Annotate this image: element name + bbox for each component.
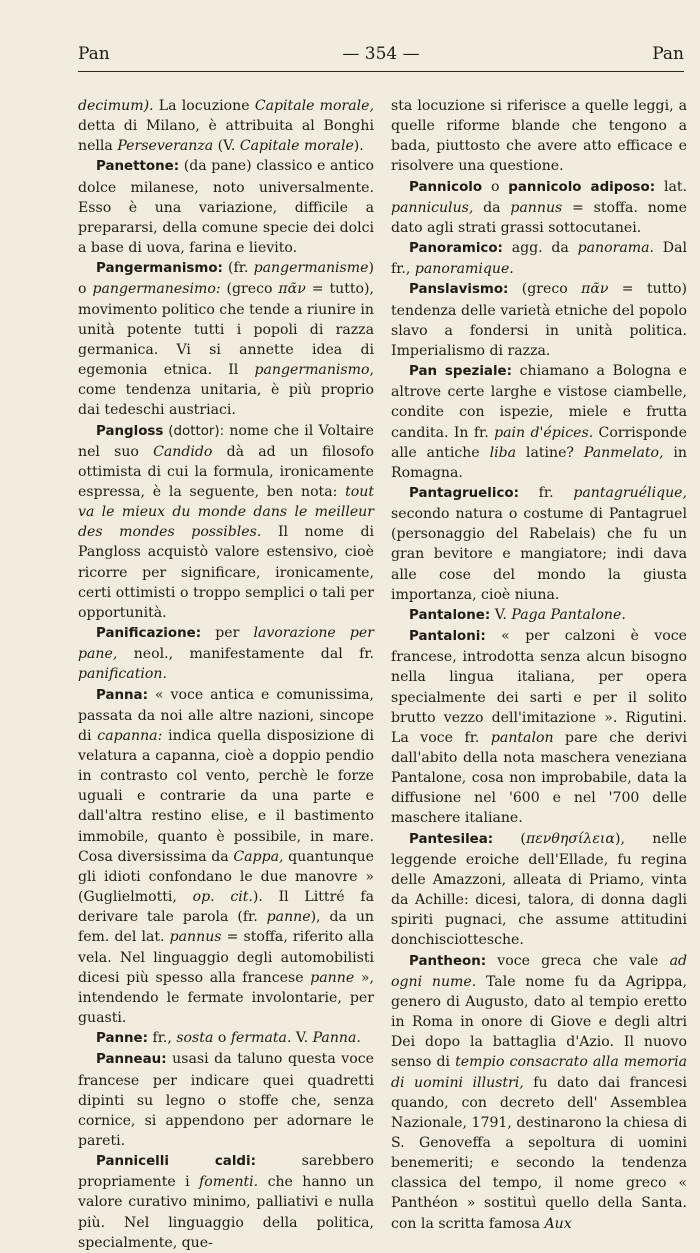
headword: Pantesilea: — [409, 831, 494, 847]
entry-pantaloni: Pantaloni: « per calzoni è voce francese, introdotta senza alcun bisogno nella lingua italiana, per opera specialmente dei sarti e per il solito brutto vezzo dell'imitazione ». Rigutini. La voce fr. pantalon pare che derivi dall'abito della nota maschera veneziana Pantalone, cosa non improbabile, data la diffusione nel '600 e nel '700 delle maschere italiane. — [391, 628, 687, 827]
entry-panoramico: Panoramico: agg. da panorama. Dal fr., panoramique. — [391, 240, 687, 278]
entry-pangloss: Pangloss (dottor): nome che il Voltaire nel suo Candido dà ad un filosofo ottimista di cui la formula, ironicamente espressa, è la seguente, ben nota: tout va le mieux du monde dans le meilleur des mondes possibles. Il nome di Pangloss acquistò valore estensivo, cioè ricorre per significare, ironicamente, certi ottimisti o troppo semplici o tali per opportunità. — [78, 422, 374, 621]
entry-pantesilea: Pantesilea: (πενθησίλεια), nelle leggende eroiche dell'Ellade, fu regina delle Amazzoni, alleata di Priamo, vinta da Achille: dicesi, talora, di donna dagli spiriti pugnaci, che assume attitudini donchisciottesche. — [391, 830, 687, 949]
header-rule — [78, 71, 684, 72]
entry-panettone: Panettone: (da pane) classico e antico dolce milanese, noto universalmente. Esso è una variazione, difficile a prepararsi, della comune specie dei dolci a base di uova, farina e lievito. — [78, 158, 374, 257]
entry-pannicelli-caldi: Pannicelli caldi: sarebbero propriamente i fomenti. che hanno un valore curativo minimo, palliativi e nulla più. Nel linguaggio della politica, specialmente, que- — [78, 1153, 374, 1251]
headword: Pantaloni: — [409, 629, 486, 645]
entry-continuation: decimum). La locuzione Capitale morale, detta di Milano, è attribuita al Bonghi nella Perseveranza (V. Capitale morale). — [78, 98, 374, 155]
headword: Panna: — [96, 687, 148, 703]
running-head — [78, 44, 684, 70]
headword: Pangermanismo: — [96, 261, 223, 277]
headword: Panificazione: — [96, 626, 202, 642]
right-column — [391, 96, 687, 1234]
running-head-left: Pan — [78, 44, 110, 64]
headword: Panoramico: — [409, 241, 503, 257]
entry-pangermanismo: Pangermanismo: (fr. pangermanisme) o pangermanesimo: (greco πᾶν = tutto), movimento politico che tende a riunire in unità potente tutti i popoli di razza germanica. Vi si annette idea di egemonia etnica. Il pangermanismo, come tendenza unitaria, è più proprio dai tedeschi austriaci. — [78, 260, 375, 419]
entry-panne: Panne: fr., sosta o fermata. V. Panna. — [96, 1030, 361, 1047]
entry-pan-speziale: Pan speziale: chiamano a Bologna e altrove certe larghe e vistose ciambelle, condite con ispezie, miele e frutta candita. In fr. pain d'épices. Corrisponde alle antiche liba latine? Panmelato, in Romagna. — [391, 363, 687, 481]
entry-pannicolo: Pannicolo o pannicolo adiposo: lat. panniculus, da pannus = stoffa. nome dato agli strati grassi sottocutanei. — [391, 178, 687, 236]
headword: pannicolo adiposo: — [508, 179, 656, 195]
headword: Panettone: — [96, 159, 180, 175]
headword: Panslavismo: — [409, 282, 509, 298]
entry-panneau: Panneau: usasi da taluno questa voce francese per indicare quei quadretti dipinti su legno o stoffe che, senza cornice, si appendono per adornare le pareti. — [78, 1051, 374, 1149]
entry-panificazione: Panificazione: per lavorazione per pane, neol., manifestamente dal fr. panification. — [78, 625, 374, 683]
entry-pantalone: Pantalone: V. Paga Pantalone. — [409, 606, 626, 623]
headword: Pannicolo — [409, 179, 483, 195]
headword: Pan speziale: — [409, 364, 512, 380]
entry-panslavismo: Panslavismo: (greco πᾶν = tutto) tendenza delle varietà etniche del popolo slavo a fondersi in unità politica. Imperialismo di razza. — [391, 281, 688, 359]
entry-pantheon: Pantheon: voce greca che vale ad ogni nume. Tale nome fu da Agrippa, genero di Augusto, dato al tempio eretto in Roma in onore di Giove e degli altri Dei dopo la battaglia d'Azio. Il nuovo senso di tempio consacrato alla memoria di uomini illustri, fu dato dai francesi quando, con decreto dell' Assemblea Nazionale, 1791, destinarono la chiesa di S. Genoveffa a sepoltura di uomini benemeriti; e secondo la tendenza classica del tempo, il nome greco « Panthéon » sostituì quello della Santa. con la scritta famosa Aux — [391, 952, 688, 1232]
headword: Pantalone: — [409, 607, 491, 623]
page-number: — 354 — — [342, 44, 420, 64]
headword: Pantagruelico: — [409, 485, 519, 501]
running-head-right: Pan — [652, 44, 684, 64]
headword: Pangloss — [96, 423, 164, 439]
entry-pantagruelico: Pantagruelico: fr. pantagruélique, secondo natura o costume di Pantagruel (personaggio del Rabelais) che fu un gran bevitore e mangiatore; indi dava alle cose del mondo la giusta importanza, cioè niuna. — [391, 484, 687, 603]
headword: Pantheon: — [409, 953, 487, 969]
entry-panna: Panna: « voce antica e comunissima, passata da noi alle altre nazioni, sincope di capanna: indica quella disposizione di velatura a capanna, cioè a doppio pendio in contrasto col vento, perchè le forze uguali e contrarie da una parte e dall'altra restino elise, e il bastimento immobile, quanto è possibile, in mare. Cosa diversissima da Cappa, quantunque gli idioti confondano le due manovre » (Guglielmotti, op. cit.). Il Littré fa derivare tale parola (fr. panne), da un fem. del lat. pannus = stoffa, riferito alla vela. Nel linguaggio degli automobilisti dicesi più spesso alla francese panne », intendendo le fermate involontarie, per guasti. — [78, 686, 375, 1027]
headword: Panneau: — [96, 1052, 167, 1068]
headword: Panne: — [96, 1031, 148, 1047]
left-column — [78, 96, 374, 1253]
entry-continuation: sta locuzione si riferisce a quelle leggi, a quelle riforme blande che tengono a bada, piuttosto che avere atto efficace e risolvere una questione. — [391, 98, 687, 175]
headword: Pannicelli caldi: — [96, 1154, 256, 1170]
